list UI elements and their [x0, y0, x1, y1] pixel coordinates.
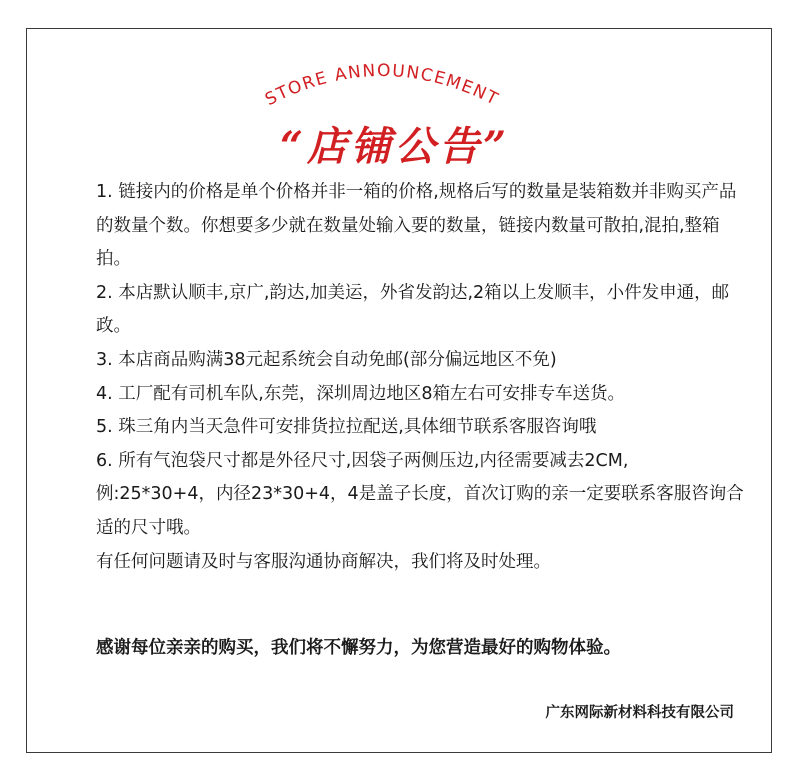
notice-item-2: 2. 本店默认顺丰,京广,韵达,加美运，外省发韵达,2箱以上发顺丰，小件发申通，邮政。 [96, 282, 730, 337]
thanks-message: 感谢每位亲亲的购买，我们将不懈努力，为您营造最好的购物体验。 [96, 638, 621, 658]
announcement-header [0, 0, 790, 170]
notice-list [96, 176, 746, 579]
store-announcement-subtitle [262, 61, 502, 110]
notice-item-4: 4. 工厂配有司机车队,东莞，深圳周边地区8箱左右可安排专车送货。 [96, 383, 625, 404]
notice-item-5: 5. 珠三角内当天急件可安排货拉拉配送,具体细节联系客服咨询哦 [96, 417, 597, 438]
subtitle-text: STORE ANNOUNCEMENT [262, 60, 502, 111]
notice-closing: 有任何问题请及时与客服沟通协商解决，我们将及时处理。 [96, 551, 551, 572]
notice-item-1: 1. 链接内的价格是单个价格并非一箱的价格,规格后写的数量是装箱数并非购买产品的数量个数。你想要多少就在数量处输入要的数量，链接内数量可散拍,混拍,整箱拍。 [96, 182, 737, 270]
notice-item-6: 6. 所有气泡袋尺寸都是外径尺寸,因袋子两侧压边,内径需要减去2CM,例:25*30+4，内径23*30+4，4是盖子长度，首次订购的亲一定要联系客服咨询合适的尺寸哦。 [96, 450, 744, 538]
page-title: “店铺公告” [279, 123, 510, 170]
company-name: 广东网际新材料科技有限公司 [545, 705, 734, 721]
notice-item-3: 3. 本店商品购满38元起系统会自动免邮(部分偏远地区不免) [96, 349, 557, 370]
